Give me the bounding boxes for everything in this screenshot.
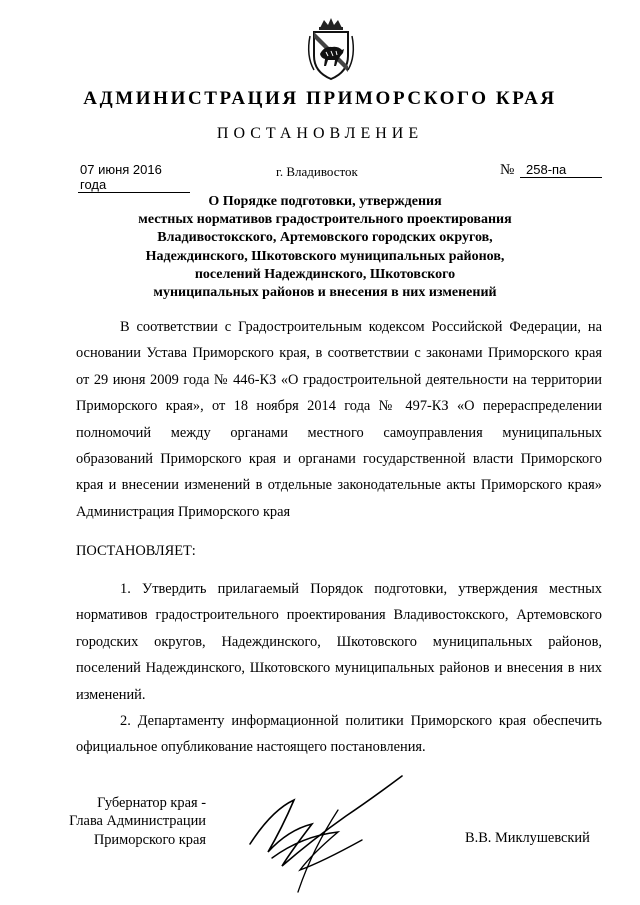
- coat-of-arms-icon: [300, 16, 362, 82]
- document-number-label: №: [500, 162, 515, 178]
- signatory-position-line: Приморского края: [93, 831, 206, 848]
- title-line: Владивостокского, Артемовского городских округов,: [157, 230, 493, 246]
- document-date: 07 июня 2016 года: [78, 162, 190, 193]
- handwritten-signature: [242, 770, 412, 898]
- document-city: г. Владивосток: [276, 164, 358, 179]
- clause-1: 1. Утвердить прилагаемый Порядок подготовки, утверждения местных нормативов градостроительного проектирования Владивостокского, Артемовского городских округов, Надеждинского, Шкотовского муниципальных районов, поселений Надеждинского, Шкотовского муниципальных районов и внесения в них изменений.: [76, 581, 602, 703]
- title-line: О Порядке подготовки, утверждения: [208, 194, 442, 209]
- organization-name: АДМИНИСТРАЦИЯ ПРИМОРСКОГО КРАЯ: [83, 88, 557, 109]
- title-line: муниципальных районов и внесения в них изменений: [153, 285, 497, 301]
- signatory-position-line: Губернатор края -: [97, 795, 206, 811]
- preamble-paragraph: В соответствии с Градостроительным кодексом Российской Федерации, на основании Устава Приморского края, в соответствии с законами Приморского края от 29 июня 2009 года № 446-КЗ «О градостроительной деятельности на территории Приморского края», от 18 ноября 2014 года № 497-КЗ «О перераспределении полномочий между органами местного самоуправления муниципальных образований Приморского края и органами государственной власти Приморского края и внесении изменений в отдельные законодательные акты Приморского края» Администрация Приморского края: [76, 319, 602, 520]
- decree-word: ПОСТАНОВЛЯЕТ:: [76, 543, 196, 559]
- clause-2: 2. Департаменту информационной политики Приморского края обеспечить официальное опубликование настоящего постановления.: [76, 713, 602, 756]
- title-line: Надеждинского, Шкотовского муниципальных районов,: [145, 248, 505, 264]
- signatory-name: В.В. Миклушевский: [465, 830, 590, 846]
- document-title: [40, 193, 610, 302]
- title-line: местных нормативов градостроительного проектирования: [138, 212, 512, 228]
- signatory-position-line: Глава Администрации: [69, 813, 206, 830]
- document-type: ПОСТАНОВЛЕНИЕ: [216, 125, 424, 142]
- title-line: поселений Надеждинского, Шкотовского: [194, 266, 456, 282]
- document-number: 258-па: [520, 162, 602, 178]
- signatory-position: [60, 794, 206, 849]
